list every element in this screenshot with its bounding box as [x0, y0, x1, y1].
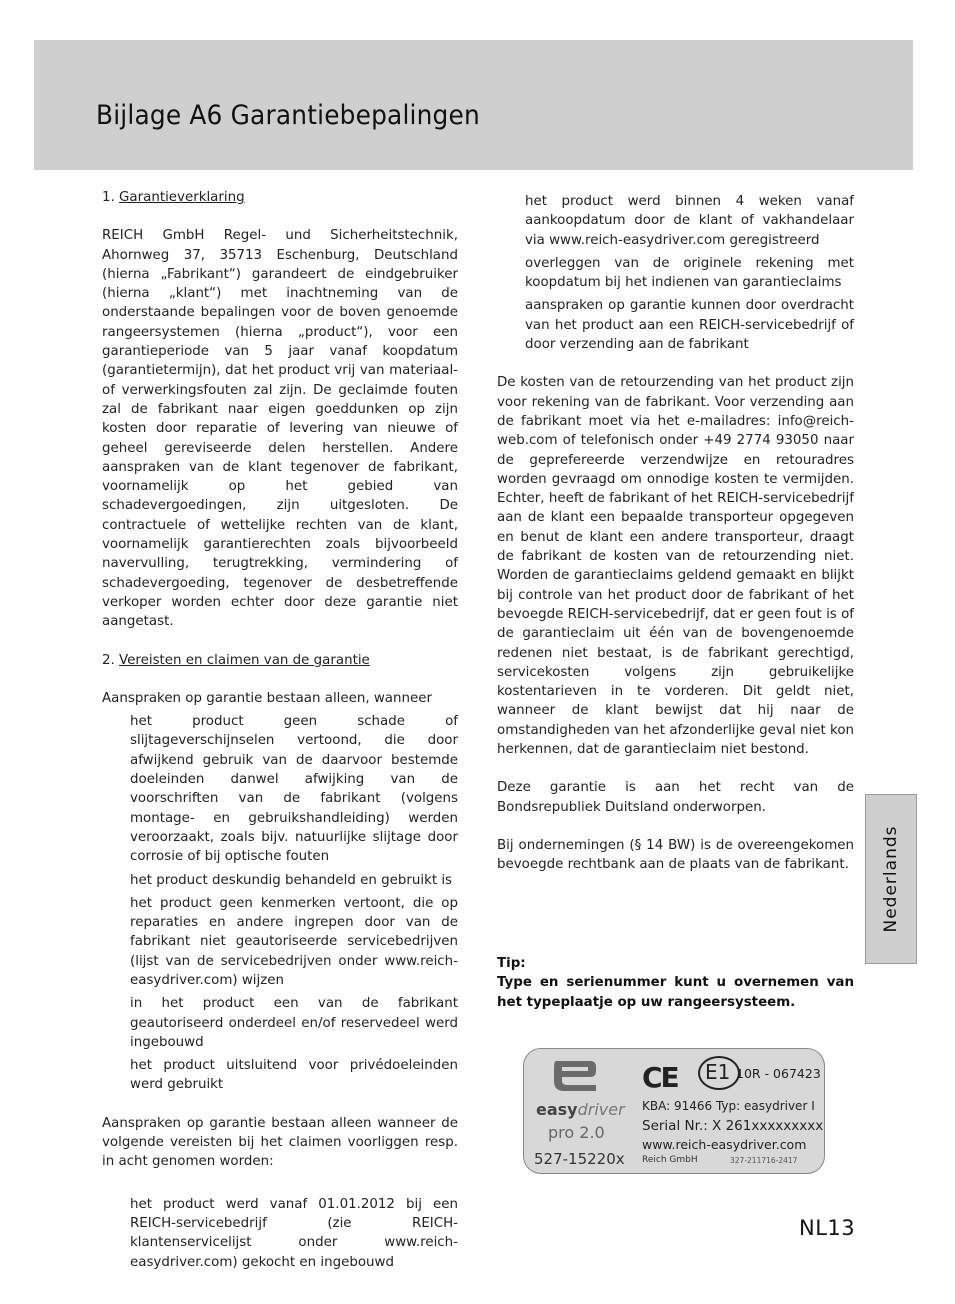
section-1-number: 1.	[102, 190, 120, 205]
list-item: overleggen van de originele rekening met koopdatum bij het indienen van garantieclaims	[525, 255, 854, 291]
e-mark-icon: E1	[698, 1056, 740, 1090]
jurisdiction-paragraph: Deze garantie is aan het recht van de Bondsrepubliek Duitsland onderworpen.	[497, 780, 854, 815]
page-number: NL13	[799, 1216, 856, 1240]
manufacturer: Reich GmbH	[642, 1155, 698, 1165]
brand-name: easydriver	[536, 1100, 625, 1119]
section-2-paragraph: Aanspraken op garantie bestaan alleen wanneer de volgende vereisten bij het claimen voorliggen resp. in acht genomen worden:	[102, 1115, 458, 1170]
website: www.reich-easydriver.com	[642, 1137, 807, 1152]
serial-number: Serial Nr.: X 261xxxxxxxxx	[642, 1118, 824, 1134]
list-item: het product werd binnen 4 weken vanaf aankoopdatum door de klant of vakhandelaar via www.reich-easydriver.com geregistreerd	[525, 194, 854, 248]
section-2-intro: Aanspraken op garantie bestaan alleen, wanneer	[102, 690, 432, 706]
section-1-heading	[102, 188, 458, 207]
plate-reference: 327-211716-2417	[730, 1156, 798, 1165]
section-1-title: Garantieverklaring	[119, 190, 245, 205]
easydriver-logo-icon	[550, 1057, 600, 1095]
section-2-number: 2.	[102, 652, 120, 668]
language-tab-label: Nederlands	[881, 825, 901, 933]
tip-heading: Tip:	[497, 956, 526, 971]
list-item: het product werd vanaf 01.01.2012 bij een REICH-servicebedrijf (zie REICH-klantenservicelijst onder www.reich-easydriver.com) gekocht en ingebouwd	[130, 1196, 458, 1270]
page-header	[34, 40, 913, 170]
return-costs-paragraph: De kosten van de retourzending van het product zijn voor rekening van de fabrikant. Voor verzending aan de fabrikant moet via het e-mailadres: info@reich-web.com of telefonisch onder +49 2774 93050 naar de geprefereerde verzendwijze en retouradres worden gevraagd om onnodige kosten te vermijden. Echter, heeft de fabrikant of het REICH-servicebedrijf aan de klant een bepaalde transporteur opgegeven en benut de klant een andere transporteur, draagt de fabrikant de kosten van de retourzending niet. Worden de garantieclaims geldend gemaakt en blijkt bij controle van het product door de fabrikant of het bevoegde REICH-servicebedrijf, dat er geen fout is of de garantieclaim uit één van de bovengenoemde redenen niet bestaat, is de fabrikant gerechtigd, servicekosten volgens zijn gebruikelijke kostentarieven in te vorderen. Dit geldt niet, wanneer de klant bewijst dat hij naar de omstandigheden van het afzonderlijke geval niet kon herkennen, dat de garantieclaim niet bestond.	[497, 375, 854, 758]
model-name: pro 2.0	[548, 1123, 605, 1142]
left-column	[102, 188, 458, 1272]
right-column	[497, 192, 854, 875]
section-2-heading	[102, 651, 458, 670]
list-item: het product uitsluitend voor privédoeleinden werd gebruikt	[130, 1058, 458, 1093]
approval-number: 10R - 067423	[736, 1066, 821, 1081]
kba-type: KBA: 91466 Typ: easydriver I	[642, 1099, 815, 1113]
list-item: aanspraken op garantie kunnen door overdracht van het product aan een REICH-servicebedrijf of door verzending aan de fabrikant	[525, 298, 854, 353]
article-code: 527-15220x	[534, 1150, 625, 1168]
ce-mark-icon: CE	[642, 1061, 678, 1094]
language-tab	[865, 794, 917, 964]
section-1-body: REICH GmbH Regel- und Sicherheitstechnik, Ahornweg 37, 35713 Eschenburg, Deutschland (hierna „Fabrikant“) garandeert de eindgebruiker (hierna „klant“) met inachtneming van de onderstaande bepalingen voor de boven genoemde rangeersystemen (hierna „product“), voor een garantieperiode van 5 jaar vanaf koopdatum (garantietermijn), dat het product vrij van materiaal- of verwerkingsfouten zal zijn. De geclaimde fouten zal de fabrikant naar eigen goeddunken op zijn kosten door reparatie of levering van nieuwe of geheel gereviseerde delen herstellen. Andere aanspraken van de klant tegenover de fabrikant, voornamelijk op het gebied van schadevergoedingen, zijn uitgesloten. De contractuele of wettelijke rechten van de klant, voornamelijk garantierechten zoals bijvoorbeeld navervulling, terugtrekking, vermindering of schadevergoeding, tegenover de desbetreffende verkoper worden echter door deze garantie niet aangetast.	[102, 228, 458, 630]
list-item: het product geen kenmerken vertoont, die op reparaties en andere ingrepen door van de fabrikant niet geautoriseerde servicebedrijven (lijst van de servicebedrijven onder www.reich-easydriver.com) wijzen	[130, 895, 458, 988]
tip-box	[497, 954, 854, 1012]
list-item: in het product een van de fabrikant geautoriseerd onderdeel en/of reservedeel werd ingebouwd	[130, 996, 458, 1050]
section-2-title: Vereisten en claimen van de garantie	[119, 652, 370, 668]
tip-text: Type en serienummer kunt u overnemen van het typeplaatje op uw rangeersysteem.	[497, 975, 854, 1010]
list-item: het product deskundig behandeld en gebruikt is	[130, 872, 453, 888]
list-item: het product geen schade of slijtageverschijnselen vertoond, die door afwijkend gebruik van de daarvoor bestemde doeleinden danwel afwijking van de voorschriften van de fabrikant (volgens montage- en gebruikshandleiding) werden veroorzaakt, zoals bijv. natuurlijke slijtage door corrosie of bij optische fouten	[130, 714, 458, 865]
type-plate	[523, 1048, 825, 1174]
court-paragraph: Bij ondernemingen (§ 14 BW) is de overeengekomen bevoegde rechtbank aan de plaats van de fabrikant.	[497, 837, 854, 873]
page-title: Bijlage A6 Garantiebepalingen	[96, 100, 480, 131]
